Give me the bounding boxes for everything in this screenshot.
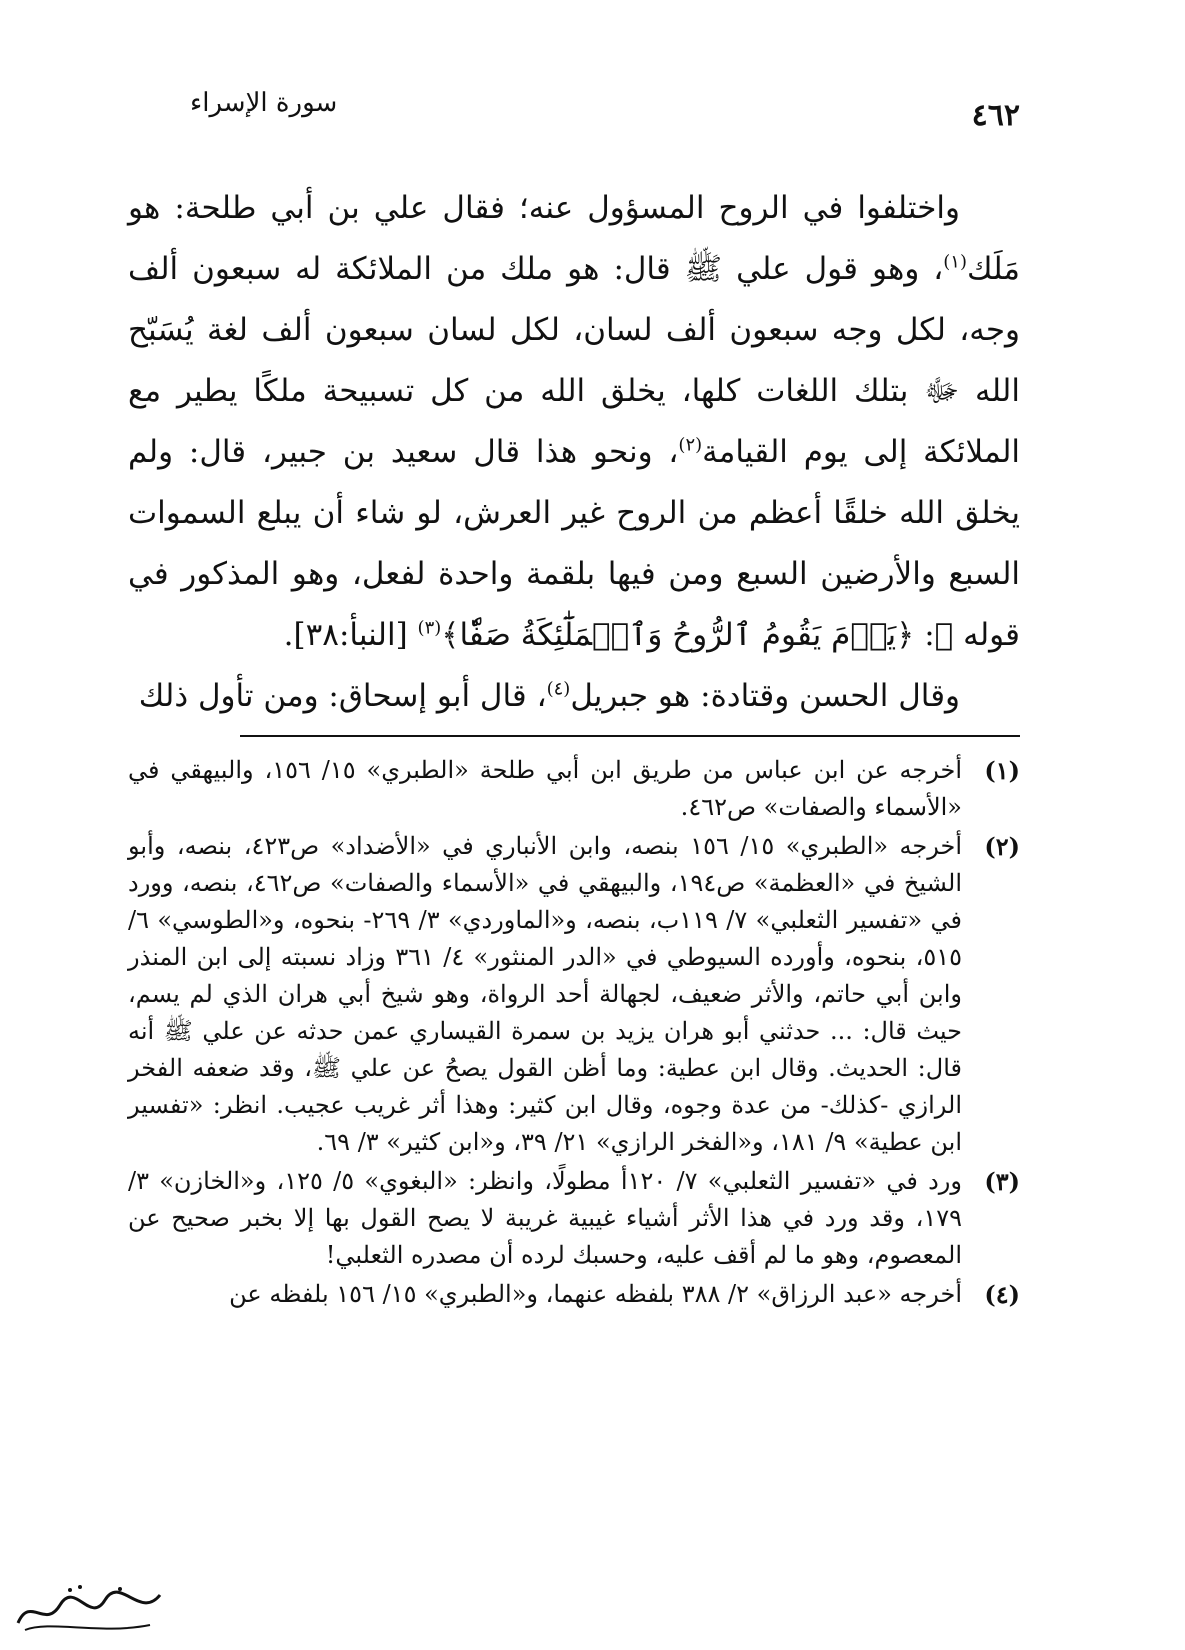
footnote xyxy=(128,1276,1020,1313)
footnote xyxy=(128,828,1020,1161)
footnote-text: أخرجه «عبد الرزاق» ٢/ ٣٨٨ بلفظه عنهما، و«الطبري» ١٥/ ١٥٦ بلفظه عن xyxy=(229,1280,962,1308)
text-run: ، ونحو هذا قال سعيد بن جبير، قال: ولم يخلق الله خلقًا أعظم من الروح غير العرش، لو شاء أن يبلع السموات السبع والأرضين السبع ومن فيها بلقمة واحدة لفعل، وهو المذكور في قوله ﷻ: ﴿يَوۡمَ يَقُومُ ٱلرُّوحُ وَٱلۡمَلَٰٓئِكَةُ صَفّٗا﴾ xyxy=(128,434,1020,653)
footnote-text: ورد في «تفسير الثعلبي» ٧/ ١٢٠أ مطولًا، وانظر: «البغوي» ٥/ ١٢٥، و«الخازن» ٣/ ١٧٩، وقد ورد في هذا الأثر أشياء غيبية غريبة لا يصح القول بها إلا بخبر صحيح عن المعصوم، وهو ما لم أقف عليه، وحسبك لرده أن مصدره الثعلبي! xyxy=(128,1167,962,1269)
footnote xyxy=(128,752,1020,826)
footnotes xyxy=(128,752,1020,1315)
footnote xyxy=(128,1163,1020,1274)
text-run: ، قال أبو إسحاق: ومن تأول ذلك xyxy=(138,678,547,714)
paragraph xyxy=(128,666,1020,727)
text-run: [النبأ:٣٨]. xyxy=(283,617,418,653)
footnote-divider xyxy=(240,735,1020,737)
footnote-number: (٣) xyxy=(984,1167,1020,1196)
footnote-number: (٢) xyxy=(984,832,1020,861)
footnote-ref: (٤) xyxy=(546,678,571,700)
footnote-ref: (٢) xyxy=(678,434,703,456)
footnote-ref: (٣) xyxy=(417,617,442,639)
surah-title: سورة الإسراء xyxy=(190,88,338,118)
footnote-number: (٤) xyxy=(984,1280,1020,1309)
footnote-number: (١) xyxy=(984,756,1020,785)
text-run: واختلفوا في الروح المسؤول عنه؛ فقال علي بن أبي طلحة: هو مَلَك xyxy=(128,190,1020,287)
footnote-text: أخرجه «الطبري» ١٥/ ١٥٦ بنصه، وابن الأنباري في «الأضداد» ص٤٢٣، بنصه، وأبو الشيخ في «العظمة» ص١٩٤، والبيهقي في «الأسماء والصفات» ص٤٦٢، بنصه، وورد في «تفسير الثعلبي» ٧/ ١١٩ب، بنصه، و«الماوردي» ٣/ ٢٦٩- بنحوه، و«الطوسي» ٦/ ٥١٥، بنحوه، وأورده السيوطي في «الدر المنثور» ٤/ ٣٦١ وزاد نسبته إلى ابن المنذر وابن أبي حاتم، والأثر ضعيف، لجهالة أحد الرواة، وهو شيخ أبي هران الذي لم يسم، حيث قال: ... حدثني أبو هران يزيد بن سمرة القيساري عمن حدثه عن علي ﷺ أنه قال: الحديث. وقال ابن عطية: وما أظن القول يصحُ عن علي ﷺ، وقد ضعفه الفخر الرازي -كذلك- من عدة وجوه، وقال ابن كثير: وهذا أثر غريب عجيب. انظر: «تفسير ابن عطية» ٩/ ١٨١، و«الفخر الرازي» ٢١/ ٣٩، و«ابن كثير» ٣/ ٦٩. xyxy=(128,832,963,1156)
page-header xyxy=(170,88,1020,138)
main-text xyxy=(128,178,1020,727)
publisher-logo xyxy=(10,1575,175,1640)
text-run: ، وهو قول علي ﷺ قال: هو ملك من الملائكة له سبعون ألف وجه، لكل وجه سبعون ألف لسان، لكل لسان سبعون ألف لغة يُسَبّح الله ﷻ بتلك اللغات كلها، يخلق الله من كل تسبيحة ملكًا يطير مع الملائكة إلى يوم القيامة xyxy=(128,251,1020,470)
footnote-text: أخرجه عن ابن عباس من طريق ابن أبي طلحة «الطبري» ١٥/ ١٥٦، والبيهقي في «الأسماء والصفات» ص٤٦٢. xyxy=(128,756,963,821)
page-number: ٤٦٢ xyxy=(971,98,1020,133)
footnote-ref: (١) xyxy=(943,251,967,273)
text-run: وقال الحسن وقتادة: هو جبريل xyxy=(570,678,960,714)
paragraph xyxy=(128,178,1020,666)
